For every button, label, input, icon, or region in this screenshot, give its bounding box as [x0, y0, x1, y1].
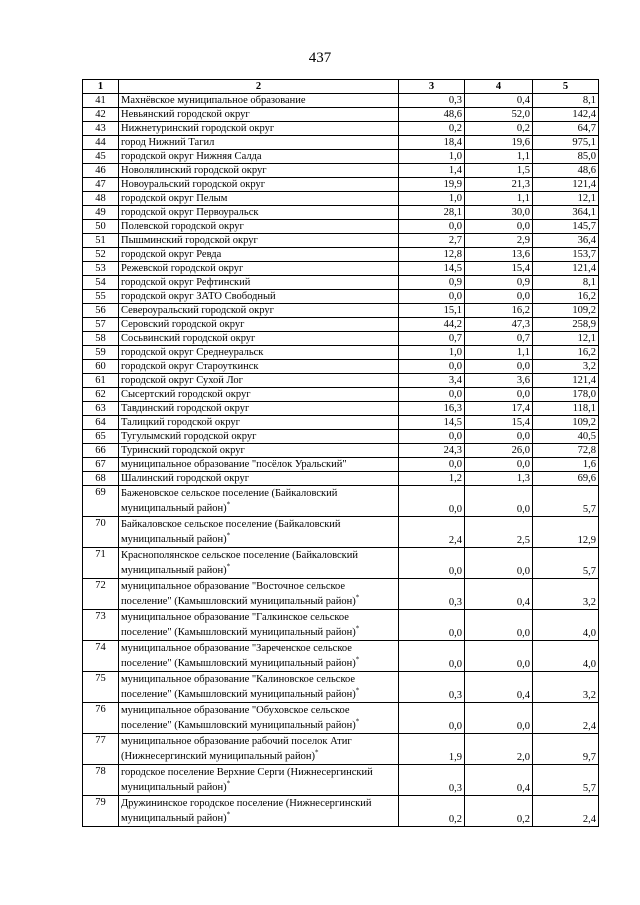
- column-header-3: 3: [399, 80, 465, 94]
- value-col-3: 0,0: [399, 641, 465, 672]
- row-name: [119, 765, 399, 796]
- value-col-4: 13,6: [465, 248, 533, 262]
- row-name-text: городской округ Пелым: [121, 193, 228, 204]
- row-number: 47: [83, 178, 119, 192]
- row-name-text: Шалинский городской округ: [121, 473, 250, 484]
- value-col-4: 17,4: [465, 402, 533, 416]
- row-number: 76: [83, 703, 119, 734]
- value-col-5: 85,0: [533, 150, 599, 164]
- row-name-text: городской округ Рефтинский: [121, 277, 251, 288]
- row-number: 72: [83, 579, 119, 610]
- value-col-5: 178,0: [533, 388, 599, 402]
- value-col-3: 1,2: [399, 472, 465, 486]
- table-row: [83, 444, 599, 458]
- value-col-5: 364,1: [533, 206, 599, 220]
- row-name: [119, 672, 399, 703]
- value-col-5: 121,4: [533, 178, 599, 192]
- row-name-text: Режевской городской округ: [121, 263, 244, 274]
- value-col-3: 0,0: [399, 360, 465, 374]
- row-number: 58: [83, 332, 119, 346]
- page-number: 437: [308, 50, 332, 66]
- column-header-4: 4: [465, 80, 533, 94]
- value-col-4: 0,0: [465, 430, 533, 444]
- value-col-5: 40,5: [533, 430, 599, 444]
- row-number: 48: [83, 192, 119, 206]
- table-row: [83, 374, 599, 388]
- row-name: [119, 388, 399, 402]
- value-col-4: 0,0: [465, 703, 533, 734]
- row-number: 41: [83, 94, 119, 108]
- row-name-text: городской округ Нижняя Салда: [121, 151, 262, 162]
- value-col-4: 0,0: [465, 641, 533, 672]
- table-row: [83, 486, 599, 517]
- row-number: 65: [83, 430, 119, 444]
- row-name-text: городской округ Староуткинск: [121, 361, 259, 372]
- value-col-4: 21,3: [465, 178, 533, 192]
- row-name: [119, 430, 399, 444]
- value-col-5: 69,6: [533, 472, 599, 486]
- value-col-3: 0,0: [399, 430, 465, 444]
- value-col-5: 64,7: [533, 122, 599, 136]
- row-name: [119, 796, 399, 827]
- row-name-text: муниципальное образование рабочий поселок Атиг (Нижнесергинский муниципальный район): [121, 736, 352, 762]
- value-col-4: 16,2: [465, 304, 533, 318]
- row-name: [119, 304, 399, 318]
- value-col-4: 0,4: [465, 94, 533, 108]
- row-name: [119, 472, 399, 486]
- value-col-5: 72,8: [533, 444, 599, 458]
- footnote-marker: *: [355, 593, 360, 602]
- value-col-4: 0,9: [465, 276, 533, 290]
- value-col-5: 121,4: [533, 262, 599, 276]
- row-number: 79: [83, 796, 119, 827]
- value-col-4: 1,3: [465, 472, 533, 486]
- value-col-3: 1,9: [399, 734, 465, 765]
- table-body: [83, 94, 599, 827]
- row-number: 50: [83, 220, 119, 234]
- row-number: 66: [83, 444, 119, 458]
- value-col-3: 28,1: [399, 206, 465, 220]
- value-col-4: 1,1: [465, 346, 533, 360]
- value-col-3: 12,8: [399, 248, 465, 262]
- value-col-3: 0,0: [399, 548, 465, 579]
- row-name-text: Нижнетуринский городской округ: [121, 123, 275, 134]
- value-col-5: 8,1: [533, 94, 599, 108]
- value-col-4: 0,0: [465, 220, 533, 234]
- row-number: 77: [83, 734, 119, 765]
- table-row: [83, 192, 599, 206]
- table-row: [83, 108, 599, 122]
- value-col-3: 0,9: [399, 276, 465, 290]
- table-row: [83, 290, 599, 304]
- table-row: [83, 346, 599, 360]
- row-name: [119, 136, 399, 150]
- table-row: [83, 430, 599, 444]
- row-name-text: муниципальное образование "Галкинское сельское поселение" (Камышловский муниципальный район): [121, 612, 356, 638]
- table-row: [83, 262, 599, 276]
- row-name: [119, 150, 399, 164]
- row-name: [119, 517, 399, 548]
- row-number: 62: [83, 388, 119, 402]
- table-row: [83, 360, 599, 374]
- value-col-4: 0,4: [465, 672, 533, 703]
- row-name-text: городской округ ЗАТО Свободный: [121, 291, 276, 302]
- row-name-text: Невьянский городской округ: [121, 109, 250, 120]
- row-name: [119, 486, 399, 517]
- value-col-4: 19,6: [465, 136, 533, 150]
- value-col-5: 5,7: [533, 765, 599, 796]
- value-col-4: 15,4: [465, 416, 533, 430]
- table-row: [83, 458, 599, 472]
- value-col-3: 0,2: [399, 122, 465, 136]
- row-name-text: городской округ Сухой Лог: [121, 375, 243, 386]
- table-header-row: [83, 80, 599, 94]
- table-row: [83, 734, 599, 765]
- row-number: 64: [83, 416, 119, 430]
- value-col-5: 12,9: [533, 517, 599, 548]
- row-name: [119, 108, 399, 122]
- row-name-text: городской округ Ревда: [121, 249, 222, 260]
- row-number: 55: [83, 290, 119, 304]
- row-name: [119, 374, 399, 388]
- row-number: 78: [83, 765, 119, 796]
- table-row: [83, 94, 599, 108]
- row-name: [119, 262, 399, 276]
- value-col-5: 975,1: [533, 136, 599, 150]
- footnote-marker: *: [314, 748, 319, 757]
- row-name-text: Сосьвинский городской округ: [121, 333, 256, 344]
- value-col-3: 2,7: [399, 234, 465, 248]
- row-name-text: Сысертский городской округ: [121, 389, 251, 400]
- data-table: [82, 79, 599, 827]
- value-col-5: 3,2: [533, 360, 599, 374]
- table-row: [83, 122, 599, 136]
- value-col-3: 0,7: [399, 332, 465, 346]
- row-name-text: Пышминский городской округ: [121, 235, 258, 246]
- row-number: 70: [83, 517, 119, 548]
- value-col-5: 12,1: [533, 192, 599, 206]
- row-name: [119, 416, 399, 430]
- value-col-3: 0,3: [399, 94, 465, 108]
- value-col-3: 0,3: [399, 672, 465, 703]
- table-row: [83, 402, 599, 416]
- row-number: 57: [83, 318, 119, 332]
- row-name: [119, 178, 399, 192]
- value-col-3: 0,0: [399, 388, 465, 402]
- row-name: [119, 332, 399, 346]
- value-col-5: 2,4: [533, 703, 599, 734]
- value-col-5: 145,7: [533, 220, 599, 234]
- value-col-3: 15,1: [399, 304, 465, 318]
- value-col-4: 0,0: [465, 610, 533, 641]
- row-name: [119, 276, 399, 290]
- value-col-4: 26,0: [465, 444, 533, 458]
- row-name: [119, 206, 399, 220]
- table-row: [83, 388, 599, 402]
- row-name: [119, 444, 399, 458]
- value-col-4: 2,5: [465, 517, 533, 548]
- value-col-5: 142,4: [533, 108, 599, 122]
- value-col-4: 1,5: [465, 164, 533, 178]
- value-col-4: 30,0: [465, 206, 533, 220]
- row-name-text: Талицкий городской округ: [121, 417, 240, 428]
- footnote-marker: *: [226, 531, 231, 540]
- row-name: [119, 122, 399, 136]
- table-row: [83, 765, 599, 796]
- row-number: 46: [83, 164, 119, 178]
- value-col-4: 0,0: [465, 388, 533, 402]
- row-name-text: Серовский городской округ: [121, 319, 245, 330]
- table-row: [83, 672, 599, 703]
- value-col-5: 118,1: [533, 402, 599, 416]
- row-number: 51: [83, 234, 119, 248]
- table-row: [83, 703, 599, 734]
- value-col-4: 1,1: [465, 192, 533, 206]
- value-col-3: 24,3: [399, 444, 465, 458]
- value-col-5: 153,7: [533, 248, 599, 262]
- footnote-marker: *: [355, 717, 360, 726]
- row-name-text: Тугулымский городской округ: [121, 431, 257, 442]
- row-name-text: Махнёвское муниципальное образование: [121, 95, 306, 106]
- row-number: 56: [83, 304, 119, 318]
- table-row: [83, 248, 599, 262]
- row-number: 54: [83, 276, 119, 290]
- table-row: [83, 548, 599, 579]
- table-row: [83, 276, 599, 290]
- row-number: 59: [83, 346, 119, 360]
- row-number: 42: [83, 108, 119, 122]
- row-number: 68: [83, 472, 119, 486]
- value-col-3: 0,0: [399, 220, 465, 234]
- value-col-4: 0,4: [465, 579, 533, 610]
- value-col-3: 0,0: [399, 290, 465, 304]
- value-col-3: 1,0: [399, 346, 465, 360]
- row-name: [119, 402, 399, 416]
- value-col-5: 5,7: [533, 548, 599, 579]
- value-col-5: 1,6: [533, 458, 599, 472]
- value-col-4: 52,0: [465, 108, 533, 122]
- row-name: [119, 248, 399, 262]
- value-col-4: 0,0: [465, 290, 533, 304]
- row-number: 69: [83, 486, 119, 517]
- footnote-marker: *: [226, 779, 231, 788]
- value-col-3: 1,0: [399, 192, 465, 206]
- value-col-3: 14,5: [399, 262, 465, 276]
- value-col-5: 16,2: [533, 346, 599, 360]
- value-col-5: 3,2: [533, 579, 599, 610]
- value-col-3: 2,4: [399, 517, 465, 548]
- row-name-text: городское поселение Верхние Серги (Нижнесергинский муниципальный район): [121, 767, 373, 793]
- table-row: [83, 136, 599, 150]
- row-name: [119, 234, 399, 248]
- row-name-text: город Нижний Тагил: [121, 137, 215, 148]
- value-col-4: 0,0: [465, 360, 533, 374]
- row-number: 49: [83, 206, 119, 220]
- row-number: 44: [83, 136, 119, 150]
- value-col-3: 48,6: [399, 108, 465, 122]
- value-col-4: 47,3: [465, 318, 533, 332]
- table-row: [83, 641, 599, 672]
- table-row: [83, 178, 599, 192]
- row-name: [119, 164, 399, 178]
- value-col-4: 3,6: [465, 374, 533, 388]
- row-number: 71: [83, 548, 119, 579]
- footnote-marker: *: [355, 686, 360, 695]
- row-number: 74: [83, 641, 119, 672]
- value-col-3: 0,0: [399, 703, 465, 734]
- row-name-text: Новоуральский городской округ: [121, 179, 266, 190]
- row-name-text: муниципальное образование "посёлок Уральский": [121, 459, 347, 470]
- row-name-text: Новолялинский городской округ: [121, 165, 267, 176]
- value-col-4: 1,1: [465, 150, 533, 164]
- row-name-text: Тавдинский городской округ: [121, 403, 250, 414]
- value-col-5: 258,9: [533, 318, 599, 332]
- row-number: 63: [83, 402, 119, 416]
- table-row: [83, 234, 599, 248]
- table-row: [83, 150, 599, 164]
- row-name-text: Туринский городской округ: [121, 445, 245, 456]
- table-row: [83, 206, 599, 220]
- row-name-text: Краснополянское сельское поселение (Байкаловский муниципальный район): [121, 550, 359, 576]
- row-number: 67: [83, 458, 119, 472]
- table-row: [83, 796, 599, 827]
- row-number: 61: [83, 374, 119, 388]
- value-col-4: 0,0: [465, 486, 533, 517]
- row-number: 43: [83, 122, 119, 136]
- value-col-4: 0,2: [465, 796, 533, 827]
- row-name-text: муниципальное образование "Восточное сельское поселение" (Камышловский муниципальный район): [121, 581, 356, 607]
- value-col-3: 0,2: [399, 796, 465, 827]
- value-col-4: 0,4: [465, 765, 533, 796]
- value-col-5: 109,2: [533, 304, 599, 318]
- row-name: [119, 346, 399, 360]
- table-row: [83, 220, 599, 234]
- row-name: [119, 458, 399, 472]
- value-col-3: 1,0: [399, 150, 465, 164]
- row-number: 45: [83, 150, 119, 164]
- value-col-5: 36,4: [533, 234, 599, 248]
- column-header-1: 1: [83, 80, 119, 94]
- value-col-3: 0,3: [399, 579, 465, 610]
- row-name: [119, 192, 399, 206]
- value-col-4: 0,0: [465, 458, 533, 472]
- value-col-4: 0,2: [465, 122, 533, 136]
- value-col-3: 3,4: [399, 374, 465, 388]
- footnote-marker: *: [226, 562, 231, 571]
- value-col-4: 0,0: [465, 548, 533, 579]
- value-col-5: 16,2: [533, 290, 599, 304]
- row-name-text: городской округ Среднеуральск: [121, 347, 264, 358]
- row-name: [119, 220, 399, 234]
- value-col-5: 9,7: [533, 734, 599, 765]
- value-col-3: 0,0: [399, 610, 465, 641]
- table-row: [83, 164, 599, 178]
- row-number: 52: [83, 248, 119, 262]
- row-name: [119, 94, 399, 108]
- table-row: [83, 318, 599, 332]
- row-name-text: Байкаловское сельское поселение (Байкаловский муниципальный район): [121, 519, 341, 545]
- table-row: [83, 517, 599, 548]
- row-name: [119, 290, 399, 304]
- row-name: [119, 579, 399, 610]
- row-number: 60: [83, 360, 119, 374]
- value-col-5: 5,7: [533, 486, 599, 517]
- value-col-3: 18,4: [399, 136, 465, 150]
- column-header-5: 5: [533, 80, 599, 94]
- value-col-5: 4,0: [533, 610, 599, 641]
- row-number: 53: [83, 262, 119, 276]
- row-name: [119, 703, 399, 734]
- value-col-3: 0,0: [399, 486, 465, 517]
- value-col-5: 8,1: [533, 276, 599, 290]
- row-name-text: муниципальное образование "Зареченское сельское поселение" (Камышловский муниципальный район): [121, 643, 356, 669]
- value-col-5: 121,4: [533, 374, 599, 388]
- row-name: [119, 318, 399, 332]
- table-row: [83, 332, 599, 346]
- footnote-marker: *: [355, 655, 360, 664]
- value-col-3: 44,2: [399, 318, 465, 332]
- table-row: [83, 416, 599, 430]
- row-name-text: муниципальное образование "Обуховское сельское поселение" (Камышловский муниципальный район): [121, 705, 356, 731]
- table-row: [83, 304, 599, 318]
- value-col-3: 0,3: [399, 765, 465, 796]
- value-col-4: 15,4: [465, 262, 533, 276]
- row-name: [119, 734, 399, 765]
- row-name-text: муниципальное образование "Калиновское сельское поселение" (Камышловский муниципальный район): [121, 674, 356, 700]
- value-col-3: 1,4: [399, 164, 465, 178]
- row-name: [119, 360, 399, 374]
- footnote-marker: *: [355, 624, 360, 633]
- footnote-marker: *: [226, 810, 231, 819]
- value-col-5: 4,0: [533, 641, 599, 672]
- row-name: [119, 548, 399, 579]
- value-col-5: 48,6: [533, 164, 599, 178]
- value-col-5: 2,4: [533, 796, 599, 827]
- value-col-4: 2,9: [465, 234, 533, 248]
- value-col-3: 16,3: [399, 402, 465, 416]
- value-col-3: 14,5: [399, 416, 465, 430]
- value-col-3: 19,9: [399, 178, 465, 192]
- value-col-4: 0,7: [465, 332, 533, 346]
- row-name-text: Североуральский городской округ: [121, 305, 274, 316]
- row-name-text: Полевской городской округ: [121, 221, 244, 232]
- row-number: 75: [83, 672, 119, 703]
- footnote-marker: *: [226, 500, 231, 509]
- table-row: [83, 610, 599, 641]
- value-col-5: 3,2: [533, 672, 599, 703]
- column-header-2: 2: [119, 80, 399, 94]
- table-row: [83, 579, 599, 610]
- value-col-5: 109,2: [533, 416, 599, 430]
- table-row: [83, 472, 599, 486]
- value-col-5: 12,1: [533, 332, 599, 346]
- row-name-text: Баженовское сельское поселение (Байкаловский муниципальный район): [121, 488, 338, 514]
- value-col-3: 0,0: [399, 458, 465, 472]
- row-name-text: городской округ Первоуральск: [121, 207, 259, 218]
- value-col-4: 2,0: [465, 734, 533, 765]
- row-name: [119, 610, 399, 641]
- row-name-text: Дружининское городское поселение (Нижнесергинский муниципальный район): [121, 798, 372, 824]
- row-number: 73: [83, 610, 119, 641]
- row-name: [119, 641, 399, 672]
